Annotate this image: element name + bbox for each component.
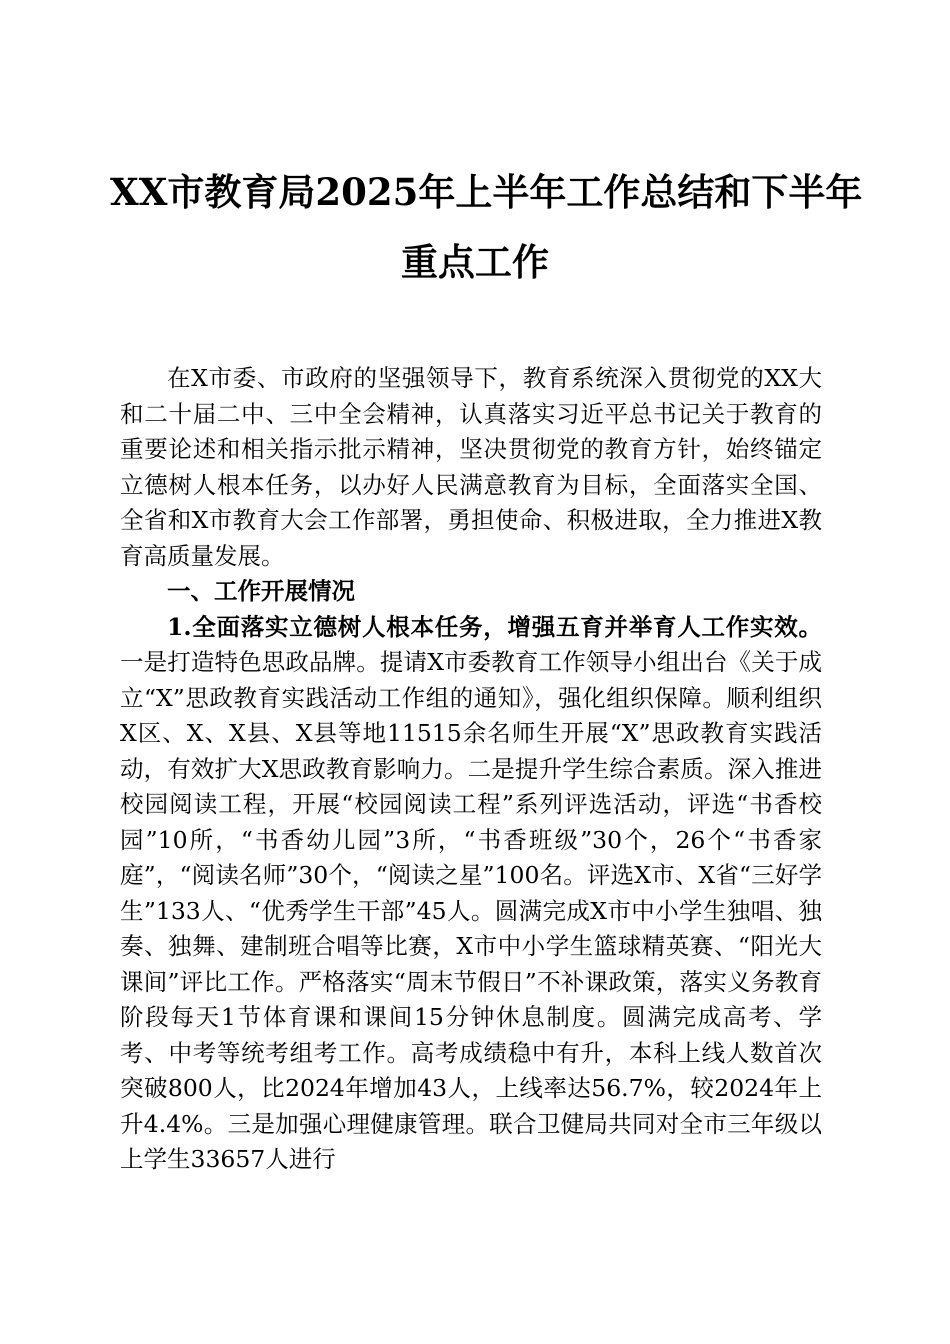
document-body: [120, 361, 822, 1178]
item-1-lead: 1.全面落实立德树人根本任务，增强五育并举育人工作实效。: [167, 612, 822, 641]
item-1-paragraph: [120, 610, 822, 1178]
document-title-line-2: 重点工作: [401, 240, 549, 284]
intro-paragraph: 在X市委、市政府的坚强领导下，教育系统深入贯彻党的XX大和二十届二中、三中全会精神，认真落实习近平总书记关于教育的重要论述和相关指示批示精神，坚决贯彻党的教育方针，始终锚定立德树人根本任务，以办好人民满意教育为目标，全面落实全国、全省和X市教育大会工作部署，勇担使命、积极进取，全力推进X教育高质量发展。: [120, 364, 822, 570]
document-title-line-1: XX市教育局2025年上半年工作总结和下半年: [110, 170, 863, 214]
item-1-body: 一是打造特色思政品牌。提请X市委教育工作领导小组出台《关于成立“X”思政教育实践活动工作组的通知》，强化组织保障。顺利组织X区、X、X县、X县等地11515余名师生开展“X”思政教育实践活动，有效扩大X思政教育影响力。二是提升学生综合素质。深入推进校园阅读工程，开展“校园阅读工程”系列评选活动，评选“书香校园”10所，“书香幼儿园”3所，“书香班级”30个，26个“书香家庭”，“阅读名师”30个，“阅读之星”100名。评选X市、X省“三好学生”133人、“优秀学生干部”45人。圆满完成X市中小学生独唱、独奏、独舞、建制班合唱等比赛，X市中小学生篮球精英赛、“阳光大课间”评比工作。严格落实“周末节假日”不补课政策，落实义务教育阶段每天1节体育课和课间15分钟休息制度。圆满完成高考、学考、中考等统考组考工作。高考成绩稳中有升，本科上线人数首次突破800人，比2024年增加43人，上线率达56.7%，较2024年上升4.4%。三是加强心理健康管理。联合卫健局共同对全市三年级以上学生33657人进行: [120, 648, 822, 1173]
section-heading-work-status: 一、工作开展情况: [167, 577, 355, 605]
